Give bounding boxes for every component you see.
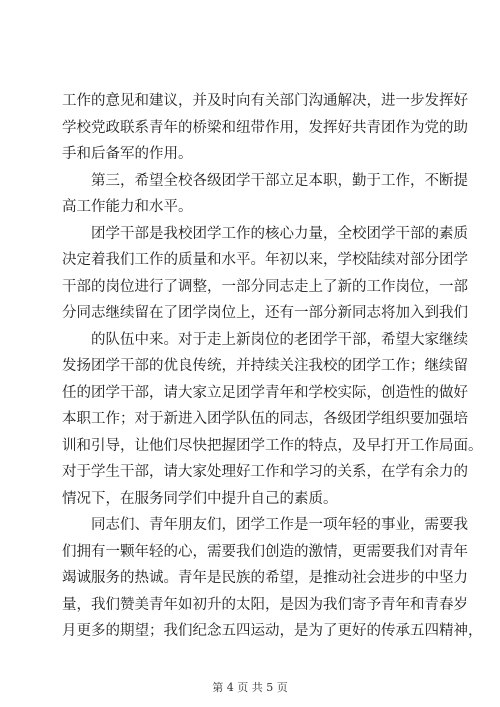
text-line: 高工作能力和水平。 [62,199,193,215]
text-line: 任的团学干部，请大家立足团学青年和学校实际，创造性的做好 [62,384,468,401]
text-line: 分同志继续留在了团学岗位上，还有一部分新同志将加入到我们 [62,305,468,321]
text-line: 竭诚服务的热诚。青年是民族的希望，是推动社会进步的中坚力 [62,570,468,586]
text-line: 训和引导，让他们尽快把握团学工作的特点，及早打开工作局面。 [62,437,483,454]
text-line: 量，我们赞美青年如初升的太阳，是因为我们寄予青年和青春岁 [62,596,468,613]
text-line: 手和后备军的作用。 [62,146,193,162]
text-line: 情况下，在服务同学们中提升自己的素质。 [62,490,338,507]
text-line: 学校党政联系青年的桥梁和纽带作用，发挥好共青团作为党的助 [62,119,468,136]
text-line: 对于学生干部，请大家处理好工作和学习的关系，在学有余力的 [62,464,468,480]
text-line: 月更多的期望；我们纪念五四运动，是为了更好的传承五四精神， [62,623,483,639]
document-body [62,88,483,645]
text-line: 第三，希望全校各级团学干部立足本职，勤于工作，不断提 [91,172,468,189]
text-line: 同志们、青年朋友们，团学工作是一项年轻的事业，需要我 [91,517,468,533]
text-line: 团学干部是我校团学工作的核心力量，全校团学干部的素质 [91,225,468,242]
text-line: 们拥有一颗年轻的心，需要我们创造的激情，更需要我们对青年 [62,543,468,560]
text-line: 干部的岗位进行了调整，一部分同志走上了新的工作岗位，一部 [62,278,468,295]
page-number-footer: 第 4 页 共 5 页 [212,681,288,694]
text-line: 工作的意见和建议，并及时向有关部门沟通解决，进一步发挥好 [62,93,468,109]
text-line: 的队伍中来。对于走上新岗位的老团学干部，希望大家继续 [91,331,468,348]
text-line: 决定着我们工作的质量和水平。年初以来，学校陆续对部分团学 [62,252,468,268]
text-line: 本职工作；对于新进入团学队伍的同志，各级团学组织要加强培 [62,411,468,427]
text-line: 发扬团学干部的优良传统，并持续关注我校的团学工作；继续留 [62,358,468,374]
